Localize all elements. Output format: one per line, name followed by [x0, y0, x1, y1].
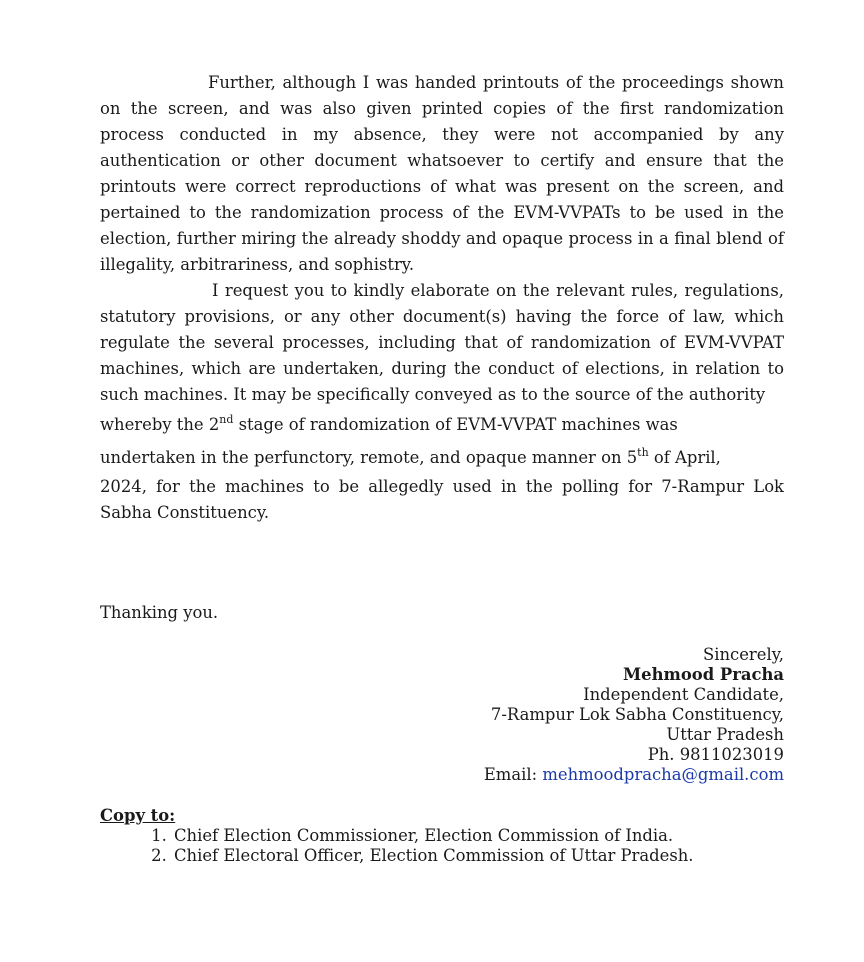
paragraph-request-line — [100, 415, 678, 434]
email-link[interactable]: mehmoodpracha@gmail.com — [542, 765, 784, 784]
signature-block — [484, 645, 784, 785]
copy-to-item: 2. Chief Electoral Officer, Election Commission of Uttar Pradesh. — [172, 846, 694, 866]
paragraph-further-text: Further, although I was handed printouts of the proceedings shown on the screen, and was also given printed copies of the first randomization process conducted in my absence, they were not accompanied by any authentication or other document whatsoever to certify and ensure that the printouts were correct reproductions of what was present on the screen, and pertained to the randomization process of the EVM-VVPATs to be used in the election, further miring the already shoddy and opaque process in a final blend of illegality, arbitrariness, and sophistry. — [100, 73, 784, 274]
paragraph-request — [100, 278, 784, 526]
signatory-email-line — [484, 765, 784, 785]
signatory-state: Uttar Pradesh — [666, 725, 784, 744]
copy-to-heading: Copy to: — [100, 806, 176, 825]
copy-to-item: 1. Chief Election Commissioner, Election Commission of India. — [172, 826, 694, 846]
signature-closing: Sincerely, — [703, 645, 784, 664]
paragraph-request-text: I request you to kindly elaborate on the relevant rules, regulations, statutory provisions, or any other document(s) having the force of law, which regulate the several processes, including that of randomization of EVM-VVPAT machines, which are undertaken, during the conduct of elections, in relation to such machines. It may be specifically conveyed as to the source of the authority — [100, 281, 784, 404]
request-text-part: of April, — [648, 448, 721, 467]
copy-to-list — [100, 826, 694, 866]
closing-thanks: Thanking you. — [100, 603, 219, 622]
signatory-name: Mehmood Pracha — [623, 665, 784, 684]
request-text-part: 2024, for the machines to be allegedly used in the polling for 7-Rampur Lok Sabha Constituency. — [100, 477, 784, 522]
request-text-part: undertaken in the perfunctory, remote, and opaque manner on 5 — [100, 448, 638, 467]
copy-to-section — [100, 806, 694, 866]
ordinal-suffix: th — [637, 446, 649, 459]
signatory-title: Independent Candidate, — [583, 685, 784, 704]
signatory-constituency: 7-Rampur Lok Sabha Constituency, — [490, 705, 784, 724]
ordinal-suffix: nd — [219, 413, 234, 426]
request-text-part: stage of randomization of EVM-VVPAT machines was — [233, 415, 678, 434]
email-label: Email: — [483, 765, 543, 784]
paragraph-request-line — [100, 448, 721, 467]
paragraph-further — [100, 70, 784, 278]
request-text-part: whereby the 2 — [100, 415, 220, 434]
signatory-phone: Ph. 9811023019 — [647, 745, 784, 764]
